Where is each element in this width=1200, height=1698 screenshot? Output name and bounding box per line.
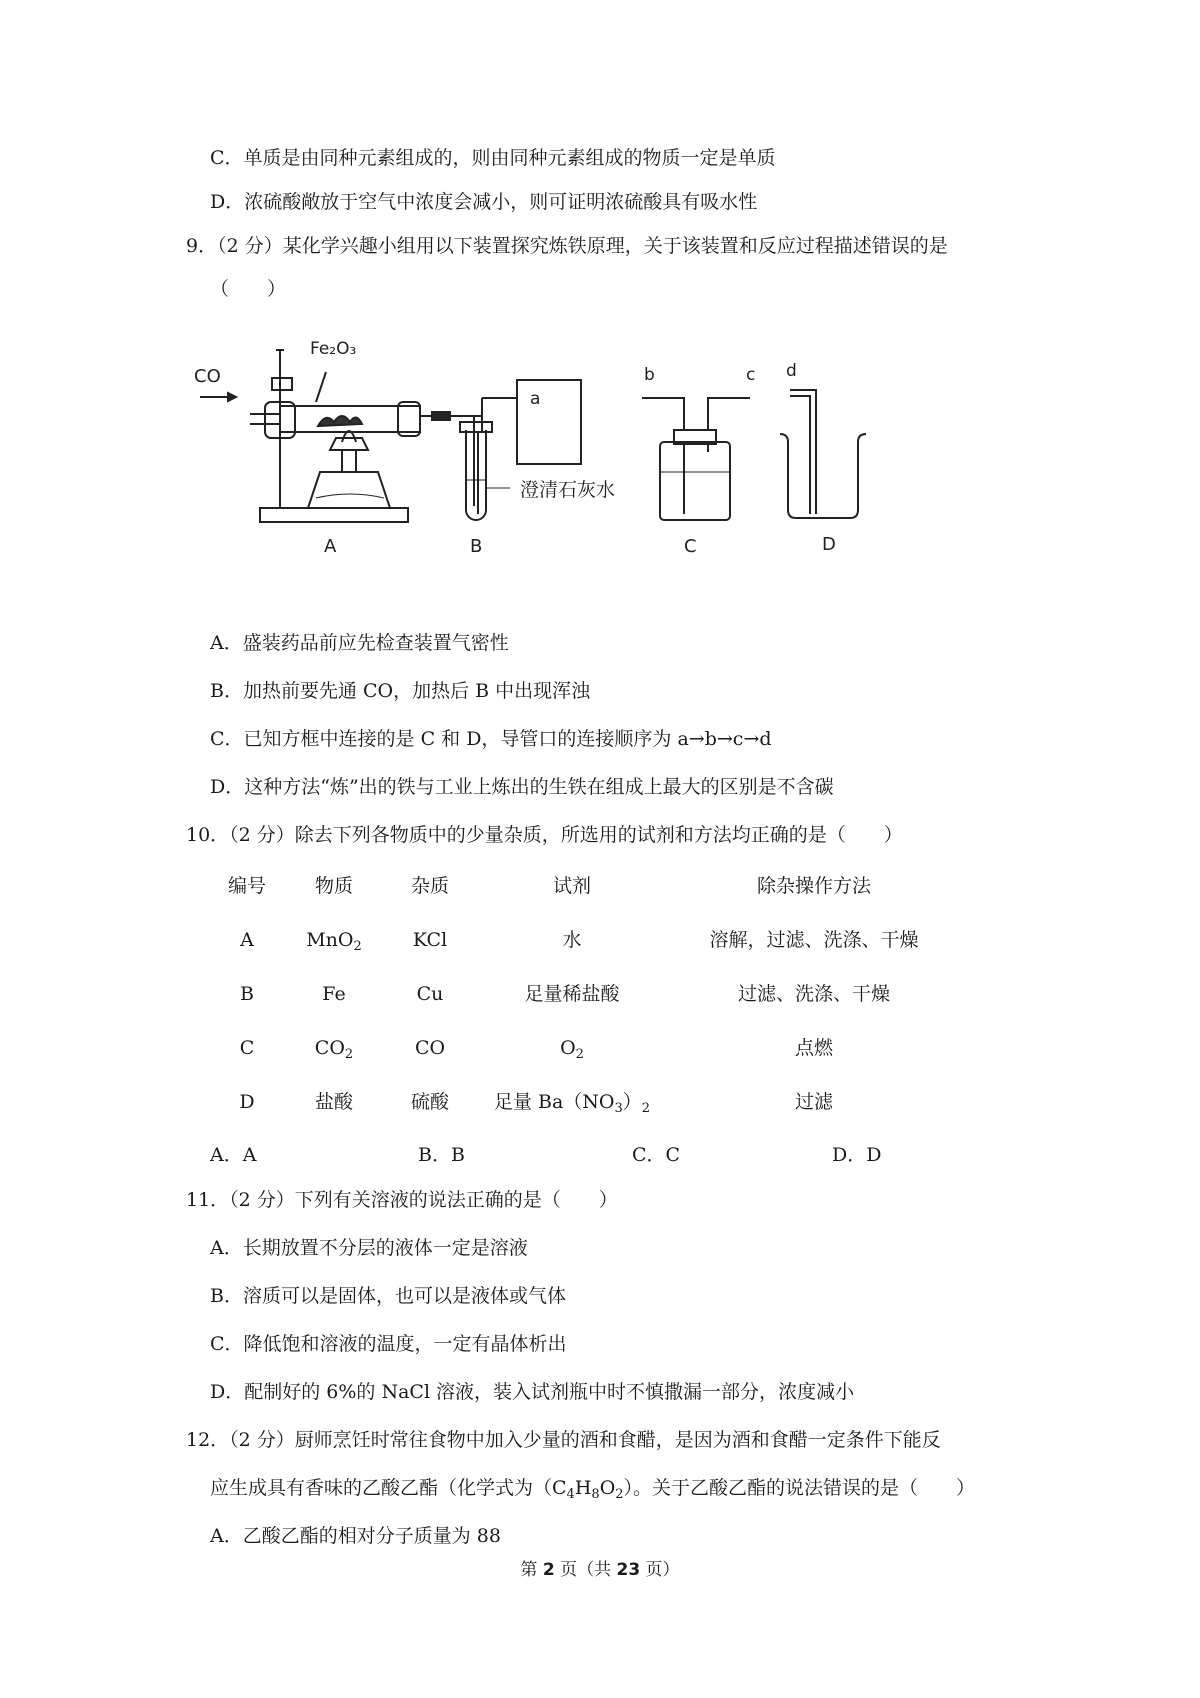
apparatus-diagram (194, 339, 870, 590)
table-header: 编号 (227, 875, 267, 897)
beaker-d (780, 434, 866, 518)
table-cell-reagent: 足量 $Ba(NO_3)_2$ (493, 1091, 651, 1116)
fe2o3-powder (318, 416, 362, 426)
table-header: 杂质 (410, 875, 450, 897)
q11-option-a: A．长期放置不分层的液体一定是溶液 (210, 1237, 528, 1259)
q9-answer-paren: （ ） (210, 278, 287, 300)
table-cell-id: A (240, 929, 254, 951)
gas-washing-bottle-c (660, 442, 730, 520)
table-cell-id: D (239, 1091, 255, 1113)
port-c-label: c (746, 365, 756, 385)
q10-choice-b: B．B (418, 1144, 465, 1166)
table-cell-impurity: 硫酸 (410, 1091, 450, 1113)
q8-option-c: C．单质是由同种元素组成的，则由同种元素组成的物质一定是单质 (210, 147, 776, 169)
q12-option-a: A．乙酸乙酯的相对分子质量为 88 (210, 1525, 501, 1547)
q9-stem: 9．（2 分）某化学兴趣小组用以下装置探究炼铁原理，关于该装置和反应过程描述错误的是 (186, 235, 948, 257)
caption-a: A (324, 536, 337, 557)
q12-stem-line2: 应生成具有香味的乙酸乙酯（化学式为$(C_4H_8O_2)$。关于乙酸乙酯的说法错误的是（ ） (210, 1477, 976, 1502)
lime-water-label: 澄清石灰水 (520, 479, 616, 501)
table-header: 物质 (314, 875, 354, 897)
port-a-label: a (530, 389, 541, 409)
port-d-label: d (786, 361, 797, 381)
table-cell-substance: $CO_2$ (314, 1037, 354, 1062)
q12-stem-line1: 12．（2 分）厨师烹饪时常往食物中加入少量的酒和食醋，是因为酒和食醋一定条件下能反 (186, 1429, 941, 1451)
q10-choice-c: C．C (632, 1144, 681, 1166)
q11-option-c: C．降低饱和溶液的温度，一定有晶体析出 (210, 1333, 567, 1355)
q10-stem: 10．（2 分）除去下列各物质中的少量杂质，所选用的试剂和方法均正确的是（ ） (186, 824, 903, 846)
fe2o3-label: Fe₂O₃ (310, 339, 357, 359)
caption-b: B (470, 536, 483, 557)
table-header: 除杂操作方法 (756, 875, 872, 897)
q10-choice-a: A．A (210, 1144, 257, 1166)
q9-option-c: C．已知方框中连接的是 C 和 D，导管口的连接顺序为 a→b→c→d (210, 728, 772, 750)
connection-box (517, 380, 581, 464)
table-cell-substance: Fe (322, 983, 346, 1005)
table-cell-method: 过滤 (794, 1091, 834, 1113)
caption-d: D (822, 534, 836, 555)
caption-c: C (684, 536, 697, 557)
q11-option-b: B．溶质可以是固体，也可以是液体或气体 (210, 1285, 566, 1307)
table-cell-reagent: 水 (562, 929, 582, 951)
q9-option-a: A．盛装药品前应先检查装置气密性 (210, 632, 509, 654)
table-cell-method: 溶解，过滤、洗涤、干燥 (709, 929, 919, 951)
q9-option-b: B．加热前要先通 CO，加热后 B 中出现浑浊 (210, 680, 591, 702)
page-footer: 第 2 页（共 23 页） (520, 1560, 680, 1580)
table-cell-method: 点燃 (794, 1037, 834, 1059)
table-cell-id: C (239, 1037, 255, 1059)
table-cell-method: 过滤、洗涤、干燥 (737, 983, 891, 1005)
table-header: 试剂 (552, 875, 592, 897)
q11-stem: 11．（2 分）下列有关溶液的说法正确的是（ ） (186, 1189, 618, 1211)
stand-base (260, 508, 408, 522)
table-cell-id: B (240, 983, 254, 1005)
table-cell-substance: MnO$_2$ (306, 929, 362, 954)
table-cell-reagent: $O_2$ (560, 1037, 584, 1062)
alcohol-lamp (308, 472, 390, 508)
table-cell-impurity: KCl (412, 929, 448, 951)
co-label: CO (194, 366, 221, 387)
test-tube-b (466, 430, 486, 520)
table-cell-impurity: CO (414, 1037, 446, 1059)
q8-option-d: D．浓硫酸敞放于空气中浓度会减小，则可证明浓硫酸具有吸水性 (210, 191, 758, 213)
table-cell-impurity: Cu (416, 983, 444, 1005)
table-cell-reagent: 足量稀盐酸 (524, 983, 620, 1005)
q9-option-d: D．这种方法“炼”出的铁与工业上炼出的生铁在组成上最大的区别是不含碳 (210, 776, 834, 798)
port-b-label: b (644, 365, 655, 385)
q11-option-d: D．配制好的 6%的 NaCl 溶液，装入试剂瓶中时不慎撒漏一部分，浓度减小 (210, 1381, 855, 1403)
q10-choice-d: D．D (832, 1144, 882, 1166)
table-cell-substance: 盐酸 (314, 1091, 354, 1113)
